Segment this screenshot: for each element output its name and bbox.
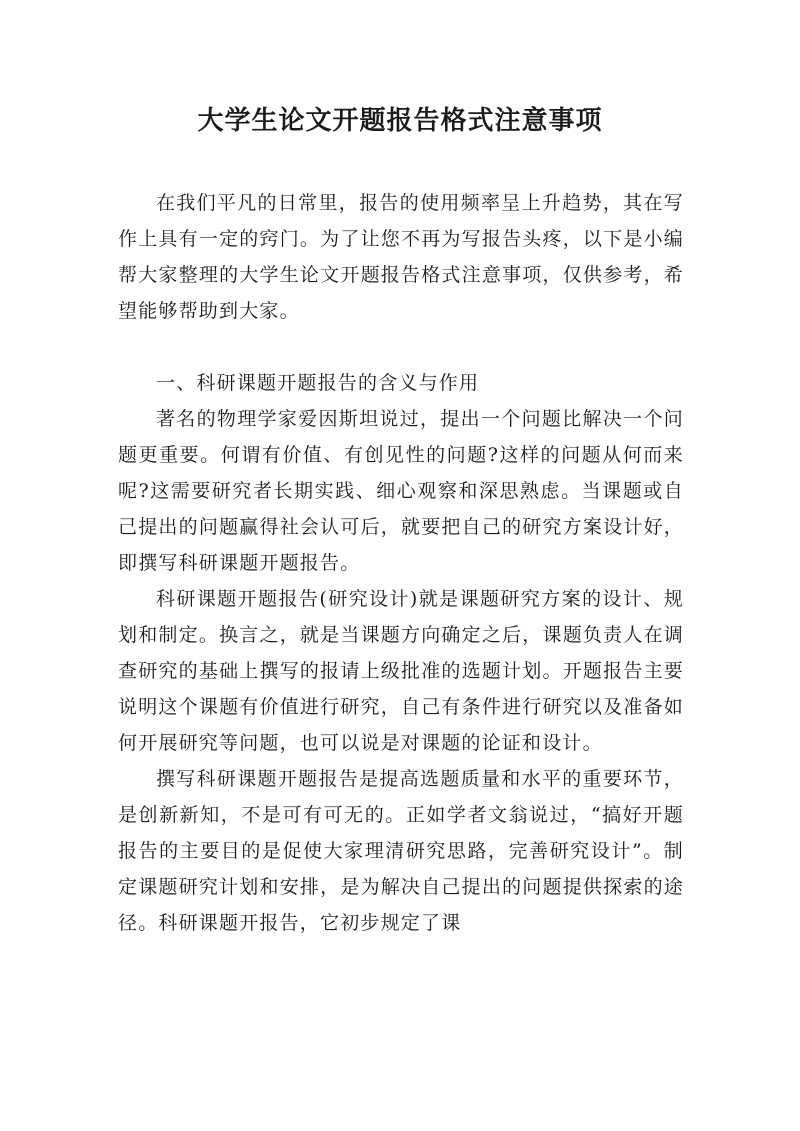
- intro-paragraph: 在我们平凡的日常里，报告的使用频率呈上升趋势，其在写作上具有一定的窍门。为了让您不再为写报告头疼，以下是小编帮大家整理的大学生论文开题报告格式注意事项，仅供参考，希望能够帮助到大家。: [118, 192, 684, 322]
- section-heading: 一、科研课题开题报告的含义与作用: [156, 372, 480, 394]
- body-paragraph: 著名的物理学家爱因斯坦说过，提出一个问题比解决一个问题更重要。何谓有价值、有创见性的问题?这样的问题从何而来呢?这需要研究者长期实践、细心观察和深思熟虑。当课题或自己提出的问题赢得社会认可后，就要把自己的研究方案设计好，即撰写科研课题开题报告。: [118, 408, 684, 574]
- document-body: [118, 185, 684, 941]
- body-paragraph: 科研课题开题报告(研究设计)就是课题研究方案的设计、规划和制定。换言之，就是当课题方向确定之后，课题负责人在调查研究的基础上撰写的报请上级批准的选题计划。开题报告主要说明这个课题有价值进行研究，自己有条件进行研究以及准备如何开展研究等问题，也可以说是对课题的论证和设计。: [118, 588, 684, 754]
- document-title: 大学生论文开题报告格式注意事项: [197, 106, 603, 136]
- body-paragraph: 撰写科研课题开题报告是提高选题质量和水平的重要环节，是创新新知，不是可有可无的。正如学者文翁说过，“搞好开题报告的主要目的是促使大家理清研究思路，完善研究设计”。制定课题研究计划和安排，是为解决自己提出的问题提供探索的途径。科研课题开报告，它初步规定了课: [118, 768, 684, 934]
